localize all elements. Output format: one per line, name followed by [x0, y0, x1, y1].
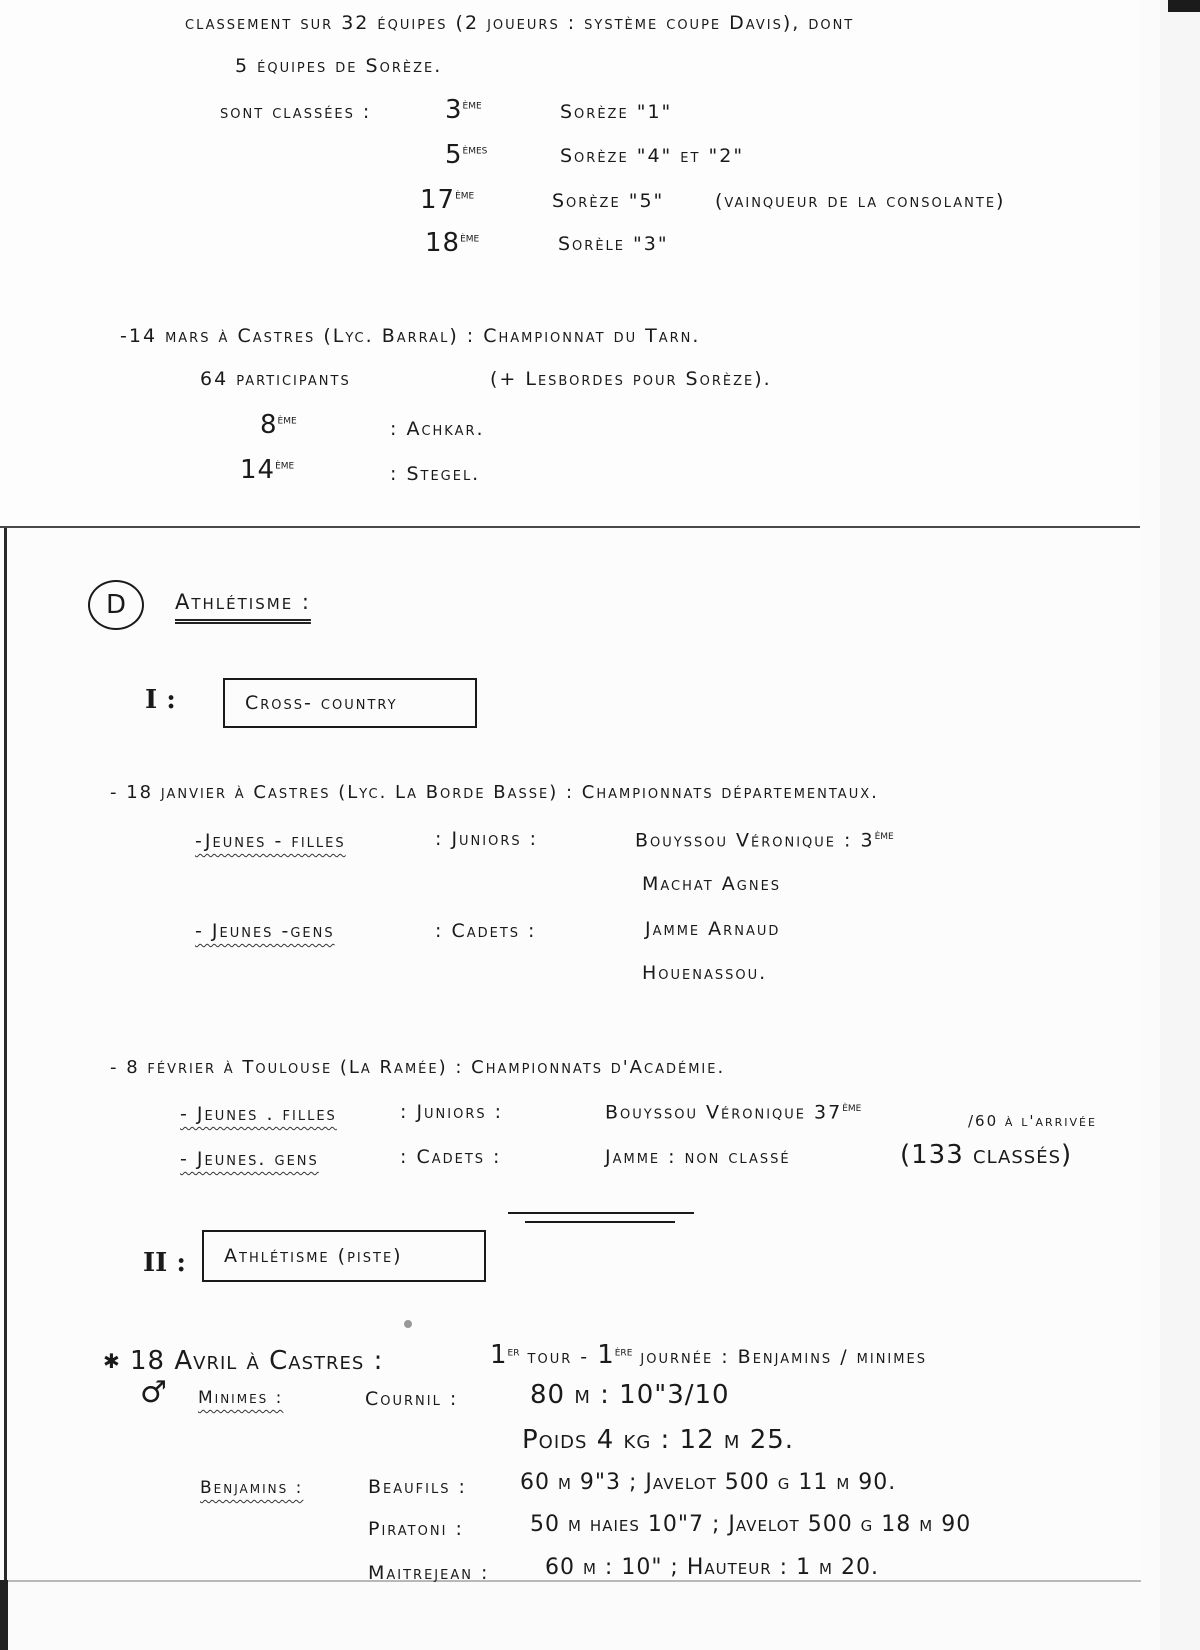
rank-team: Sorèze "1" — [560, 101, 673, 123]
result-place: 8ème — [260, 410, 297, 440]
gens2-category: : Cadets : — [400, 1146, 502, 1168]
filles2-result: Bouyssou Véronique 37ème — [605, 1100, 862, 1124]
cross-event-2: - 8 février à Toulouse (La Ramée) : Championnats d'Académie. — [110, 1057, 726, 1078]
benjamin-result: 60 m : 10" ; Hauteur : 1 m 20. — [545, 1555, 879, 1580]
filles2-category: : Juniors : — [400, 1101, 504, 1123]
gens-category: : Cadets : — [435, 920, 537, 942]
numeral-one: I : — [145, 685, 176, 715]
tennis-line-1: classement sur 32 équipes (2 joueurs : système coupe Davis), dont — [185, 12, 855, 34]
cross-event-1: - 18 janvier à Castres (Lyc. La Borde Basse) : Championnats départementaux. — [110, 782, 879, 803]
minimes-name: Cournil : — [365, 1388, 459, 1410]
filles-category: : Juniors : — [435, 828, 539, 850]
filles-second: Machat Agnes — [642, 873, 782, 895]
section-title: Athlétisme : — [175, 590, 311, 614]
result-place: 14ème — [240, 455, 295, 485]
rank-place: 3ème — [445, 95, 482, 125]
rank-note: (vainqueur de la consolante) — [715, 190, 1006, 212]
sheet-divider — [0, 526, 1140, 528]
page-edge — [1160, 0, 1200, 1650]
result-name: : Achkar. — [390, 418, 485, 440]
participants: 64 participants — [200, 368, 351, 390]
gens2-note: (133 classés) — [900, 1140, 1073, 1170]
separator-rule — [508, 1212, 694, 1214]
ink-spot — [404, 1320, 412, 1328]
minimes-result-1: 80 m : 10"3/10 — [530, 1380, 730, 1410]
participants-note: (+ Lesbordes pour Sorèze). — [490, 368, 772, 390]
benjamin-name: Beaufils : — [368, 1476, 467, 1498]
scan-corner — [1168, 0, 1200, 12]
gens-second: Houenassou. — [642, 962, 768, 984]
filles2-label: - Jeunes . filles — [180, 1103, 337, 1125]
tennis-line-2: 5 équipes de Sorèze. — [235, 55, 443, 77]
rank-team: Sorèle "3" — [558, 233, 669, 255]
benjamin-result: 60 m 9"3 ; Javelot 500 g 11 m 90. — [520, 1470, 897, 1495]
minimes-result-2: Poids 4 kg : 12 m 25. — [522, 1425, 795, 1455]
asterisk-icon: ✱ — [103, 1349, 120, 1373]
cross-country-box: Cross- country — [223, 678, 477, 728]
upper-sheet — [0, 0, 1140, 527]
rank-team: Sorèze "4" et "2" — [560, 145, 745, 167]
numeral-two: II : — [143, 1248, 186, 1278]
minimes-label: Minimes : — [198, 1388, 284, 1408]
section-letter-circle: D — [88, 580, 144, 630]
gens2-result: Jamme : non classé — [605, 1146, 791, 1168]
result-name: : Stegel. — [390, 463, 481, 485]
gens-label: - Jeunes -gens — [195, 920, 335, 942]
classees-label: sont classées : — [220, 101, 372, 123]
gens2-label: - Jeunes. gens — [180, 1148, 319, 1170]
filles-result: Bouyssou Véronique : 3ème — [635, 828, 894, 852]
filles2-total: /60 à l'arrivée — [968, 1112, 1097, 1130]
rank-place: 5èmes — [445, 140, 488, 170]
piste-box: Athlétisme (piste) — [202, 1230, 486, 1282]
benjamins-label: Benjamins : — [200, 1478, 304, 1498]
male-symbol-icon: ♂ — [140, 1375, 167, 1410]
piste-event: 18 Avril à Castres : — [130, 1346, 384, 1376]
separator-rule — [525, 1221, 675, 1223]
benjamin-name: Maitrejean : — [368, 1562, 490, 1584]
filles-label: -Jeunes - filles — [195, 830, 346, 852]
benjamin-name: Piratoni : — [368, 1518, 464, 1540]
rank-team: Sorèze "5" — [552, 190, 665, 212]
gens-result: Jamme Arnaud — [645, 918, 781, 940]
tarn-event: -14 mars à Castres (Lyc. Barral) : Championnat du Tarn. — [120, 325, 701, 347]
scan-edge — [0, 1580, 8, 1650]
benjamin-result: 50 m haies 10"7 ; Javelot 500 g 18 m 90 — [530, 1512, 972, 1537]
rank-place: 18ème — [425, 228, 480, 258]
tour: 1er tour - 1ère journée : Benjamins / minimes — [490, 1340, 927, 1370]
rank-place: 17ème — [420, 185, 475, 215]
